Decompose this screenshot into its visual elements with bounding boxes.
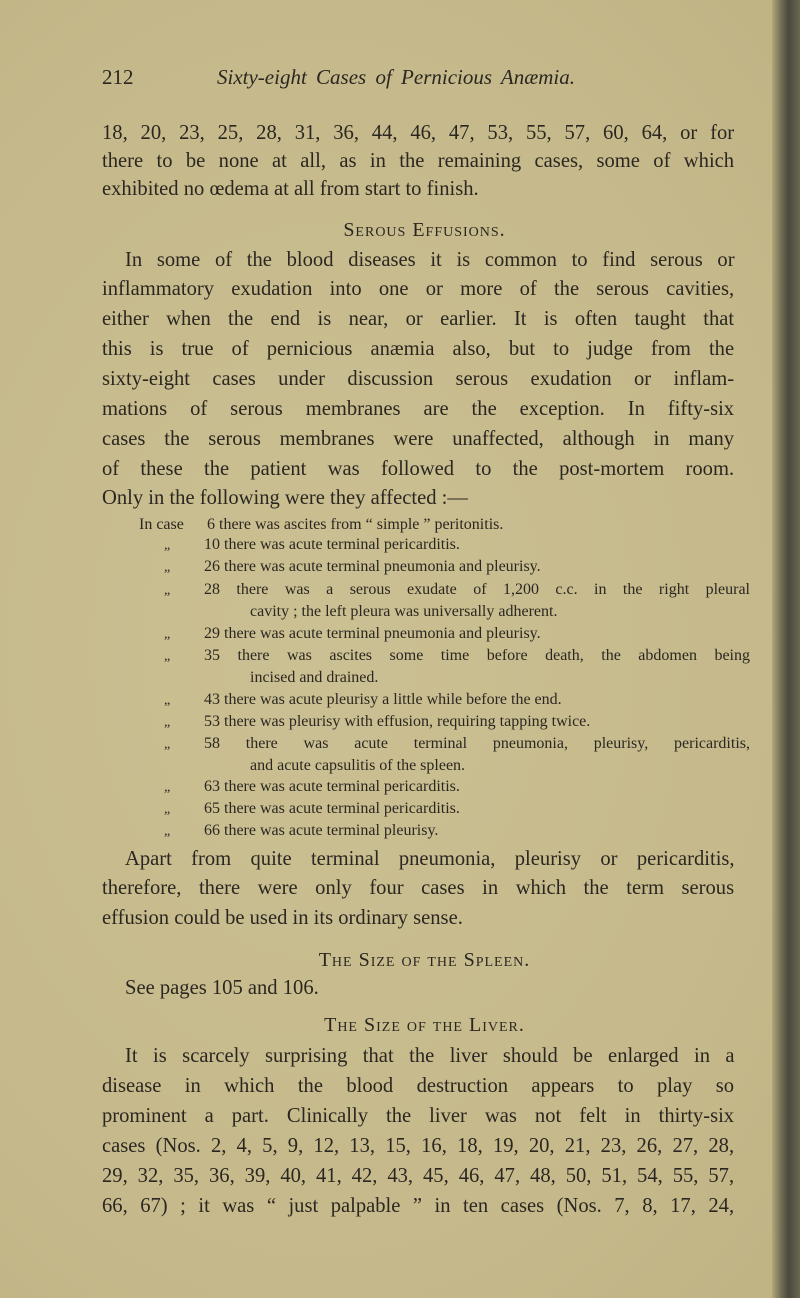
ditto-mark: „ (164, 824, 171, 839)
text-line: mations of serous membranes are the exception. In fifty-six (102, 396, 735, 420)
case-item: 65 there was acute terminal pericarditis. (204, 800, 460, 817)
case-item: 63 there was acute terminal pericarditis. (204, 778, 460, 795)
text-line: inflammatory exudation into one or more of the serous cavities, (102, 276, 735, 300)
text-line: 18, 20, 23, 25, 28, 31, 36, 44, 46, 47, 53, 55, 57, 60, 64, or for (102, 120, 735, 144)
spleen-page-reference: See pages 105 and 106. (125, 975, 319, 999)
ditto-mark: „ (164, 737, 171, 752)
case-item-continuation: incised and drained. (250, 669, 379, 686)
text-line: disease in which the blood destruction appears to play so (102, 1073, 735, 1097)
case-item: 35 there was ascites some time before death, the abdomen being (204, 647, 750, 664)
ditto-mark: „ (164, 780, 171, 795)
text-line: 66, 67) ; it was “ just palpable ” in ten cases (Nos. 7, 8, 17, 24, (102, 1193, 735, 1217)
ditto-mark: „ (164, 715, 171, 730)
section-heading-serous-effusions: Serous Effusions. (343, 219, 506, 241)
section-heading-size-of-liver: The Size of the Liver. (324, 1014, 525, 1036)
text-line: therefore, there were only four cases in which the term serous (102, 875, 735, 899)
ditto-mark: „ (164, 802, 171, 817)
running-title: Sixty-eight Cases of Pernicious Anæmia. (217, 65, 575, 89)
page-number: 212 (102, 65, 134, 89)
text-line: of these the patient was followed to the post-mortem room. (102, 456, 735, 480)
text-line: sixty-eight cases under discussion serous exudation or inflam- (102, 366, 735, 390)
case-item: 28 there was a serous exudate of 1,200 c.c. in the right pleural (204, 581, 750, 598)
text-line: Only in the following were they affected :— (102, 485, 468, 509)
case-list-prefix: In case (139, 516, 184, 533)
ditto-mark: „ (164, 649, 171, 664)
text-line: either when the end is near, or earlier. It is often taught that (102, 306, 735, 330)
text-line: this is true of pernicious anæmia also, but to judge from the (102, 336, 735, 360)
case-item: 43 there was acute pleurisy a little while before the end. (204, 691, 562, 708)
text-line: prominent a part. Clinically the liver was not felt in thirty-six (102, 1103, 735, 1127)
case-item: 29 there was acute terminal pneumonia and pleurisy. (204, 625, 541, 642)
ditto-mark: „ (164, 627, 171, 642)
case-item-continuation: and acute capsulitis of the spleen. (250, 757, 466, 774)
text-line: effusion could be used in its ordinary sense. (102, 905, 463, 929)
case-item: 26 there was acute terminal pneumonia and pleurisy. (204, 558, 541, 575)
ditto-mark: „ (164, 693, 171, 708)
text-line: exhibited no œdema at all from start to finish. (102, 176, 479, 200)
ditto-mark: „ (164, 538, 171, 553)
case-item: 66 there was acute terminal pleurisy. (204, 822, 439, 839)
ditto-mark: „ (164, 583, 171, 598)
case-item-continuation: cavity ; the left pleura was universally adherent. (250, 603, 558, 620)
text-line: 29, 32, 35, 36, 39, 40, 41, 42, 43, 45, 46, 47, 48, 50, 51, 54, 55, 57, (102, 1163, 735, 1187)
text-line: cases the serous membranes were unaffected, although in many (102, 426, 735, 450)
ditto-mark: „ (164, 560, 171, 575)
case-item: 58 there was acute terminal pneumonia, pleurisy, pericarditis, (204, 735, 750, 752)
page-edge-shadow (772, 0, 800, 1298)
section-heading-size-of-spleen: The Size of the Spleen. (318, 949, 531, 971)
text-line: In some of the blood diseases it is common to find serous or (125, 247, 735, 271)
text-line: there to be none at all, as in the remaining cases, some of which (102, 148, 735, 172)
case-item: 53 there was pleurisy with effusion, requiring tapping twice. (204, 713, 591, 730)
text-line: cases (Nos. 2, 4, 5, 9, 12, 13, 15, 16, 18, 19, 20, 21, 23, 26, 27, 28, (102, 1133, 735, 1157)
text-line: Apart from quite terminal pneumonia, pleurisy or pericarditis, (125, 846, 735, 870)
case-item: 10 there was acute terminal pericarditis. (204, 536, 460, 553)
text-line: It is scarcely surprising that the liver should be enlarged in a (125, 1043, 735, 1067)
case-item: 6 there was ascites from “ simple ” peritonitis. (207, 516, 504, 533)
